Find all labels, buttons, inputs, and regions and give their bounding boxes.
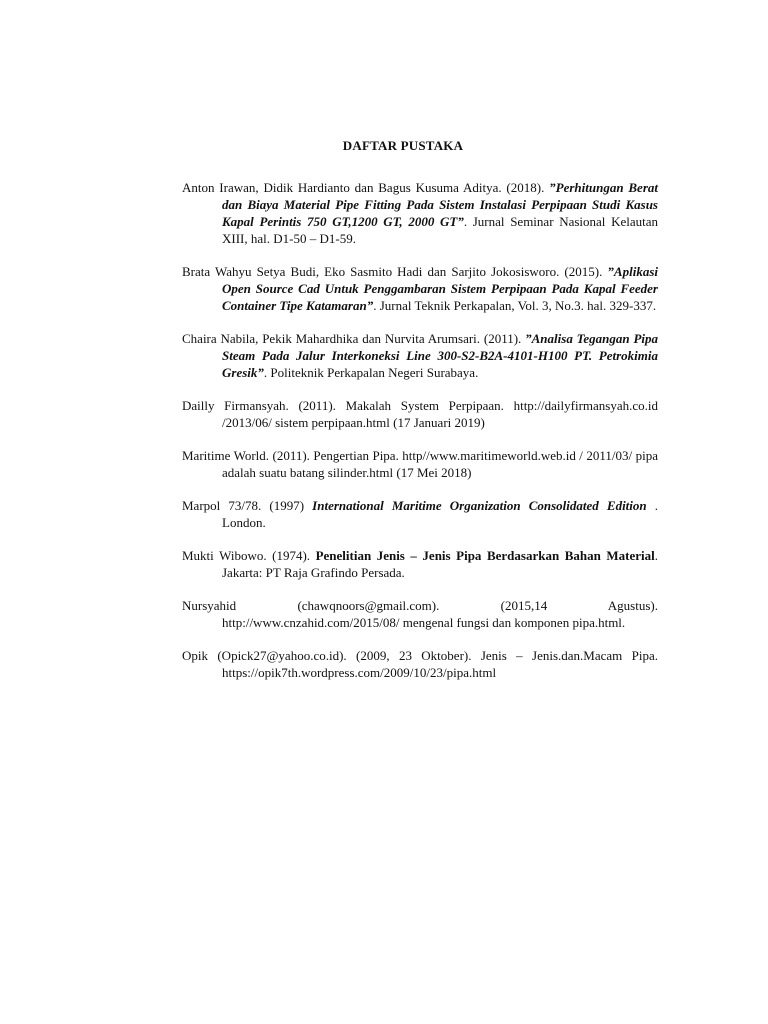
reference-source: . Jurnal Seminar Nasional Kelautan XIII, hal. D1-50 – D1-59. bbox=[222, 214, 658, 246]
reference-title: ”Analisa Tegangan Pipa Steam Pada Jalur Interkoneksi Line 300-S2-B2A-4101-H100 PT. Petrokimia Gresik” bbox=[222, 331, 659, 380]
reference-title: Penelitian Jenis – Jenis Pipa Berdasarkan Bahan Material bbox=[315, 548, 655, 563]
reference-entry bbox=[182, 447, 658, 481]
reference-entry bbox=[182, 179, 658, 247]
reference-text: Brata Wahyu Setya Budi, Eko Sasmito Hadi dan Sarjito Jokosisworo. (2015). bbox=[182, 264, 608, 279]
reference-entry bbox=[182, 263, 658, 314]
reference-source: . Jakarta: PT Raja Grafindo Persada. bbox=[222, 548, 658, 580]
reference-text: Nursyahid (chawqnoors@gmail.com). (2015,14 Agustus). http://www.cnzahid.com/2015/08/ mengenal fungsi dan komponen pipa.html. bbox=[182, 598, 658, 630]
reference-entry bbox=[182, 547, 658, 581]
reference-source: . London. bbox=[222, 498, 659, 530]
page-title: DAFTAR PUSTAKA bbox=[342, 138, 464, 153]
reference-source: . Jurnal Teknik Perkapalan, Vol. 3, No.3. hal. 329-337. bbox=[373, 298, 657, 313]
reference-text: Mukti Wibowo. (1974). bbox=[182, 548, 316, 563]
reference-entry bbox=[182, 597, 658, 631]
reference-text: Dailly Firmansyah. (2011). Makalah System Perpipaan. http://dailyfirmansyah.co.id /2013/06/ sistem perpipaan.html (17 Januari 2019) bbox=[182, 398, 658, 430]
reference-text: Maritime World. (2011). Pengertian Pipa. http//www.maritimeworld.web.id / 2011/03/ pipa adalah suatu batang silinder.html (17 Mei 2018) bbox=[182, 448, 658, 480]
reference-text: Chaira Nabila, Pekik Mahardhika dan Nurvita Arumsari. (2011). bbox=[182, 331, 526, 346]
reference-title: ”Aplikasi Open Source Cad Untuk Penggambaran Sistem Perpipaan Pada Kapal Feeder Container Tipe Katamaran” bbox=[222, 264, 658, 313]
reference-text: Opik (Opick27@yahoo.co.id). (2009, 23 Oktober). Jenis – Jenis.dan.Macam Pipa. https://opik7th.wordpress.com/2009/10/23/pipa.html bbox=[182, 648, 658, 680]
reference-source: . Politeknik Perkapalan Negeri Surabaya. bbox=[263, 365, 479, 380]
reference-entry bbox=[182, 397, 658, 431]
reference-entry bbox=[182, 647, 658, 681]
reference-title: International Maritime Organization Consolidated Edition bbox=[312, 498, 647, 513]
reference-entry bbox=[182, 330, 658, 381]
reference-text: Marpol 73/78. (1997) bbox=[182, 498, 313, 513]
reference-text: Anton Irawan, Didik Hardianto dan Bagus Kusuma Aditya. (2018). bbox=[182, 180, 550, 195]
reference-list bbox=[182, 179, 658, 697]
reference-entry bbox=[182, 497, 658, 531]
reference-title: ”Perhitungan Berat dan Biaya Material Pipe Fitting Pada Sistem Instalasi Perpipaan Studi Kasus Kapal Perintis 750 GT,1200 GT, 2000 GT” bbox=[222, 180, 658, 229]
